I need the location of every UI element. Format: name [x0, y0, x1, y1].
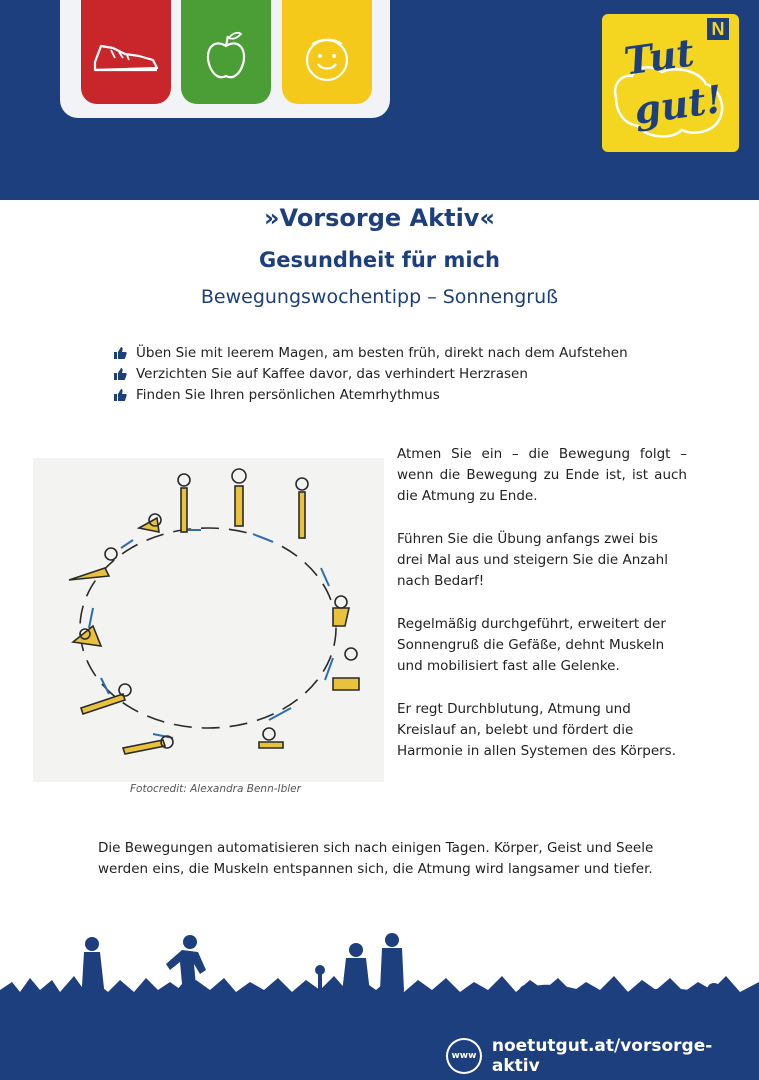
- tips-list: [113, 342, 628, 405]
- photo-credit: Fotocredit: Alexandra Benn-Ibler: [130, 783, 301, 795]
- page-subtitle: Gesundheit für mich: [259, 248, 500, 272]
- website-url[interactable]: noetutgut.at/vorsorge-aktiv: [491, 1036, 713, 1076]
- tile-mind: [282, 0, 372, 104]
- tile-movement: [81, 0, 171, 104]
- sun-salutation-figures: [33, 458, 384, 782]
- paragraph: Regelmäßig durchgeführt, erweitert der Sonnengruß die Gefäße, dehnt Muskeln und mobilisiert fast alle Gelenke.: [397, 616, 666, 674]
- paragraph: Führen Sie die Übung anfangs zwei bis drei Mal aus und steigern Sie die Anzahl nach Bedarf!: [397, 531, 668, 589]
- smiley-icon: [282, 0, 372, 104]
- footer-link[interactable]: [446, 1036, 759, 1076]
- logo-text-line2: gut!: [631, 76, 726, 133]
- paragraph: Atmen Sie ein – die Bewegung folgt – wenn die Bewegung zu Ende ist, ist auch die Atmung zu Ende.: [397, 446, 687, 504]
- tip-text: Verzichten Sie auf Kaffee davor, das verhindert Herzrasen: [136, 365, 528, 382]
- thumbs-up-icon: [113, 367, 127, 381]
- closing-paragraph: Die Bewegungen automatisieren sich nach einigen Tagen. Körper, Geist und Seele werden eins, die Muskeln entspannen sich, die Atmung wird langsamer und tiefer.: [98, 840, 654, 877]
- explanation-column: [397, 444, 687, 784]
- tip-text: Üben Sie mit leerem Magen, am besten früh, direkt nach dem Aufstehen: [136, 344, 628, 361]
- apple-icon: [181, 0, 271, 104]
- list-item: [113, 342, 628, 363]
- list-item: [113, 384, 628, 405]
- logo-text-line1: Tut: [621, 29, 697, 84]
- paragraph: Er regt Durchblutung, Atmung und Kreislauf an, belebt und fördert die Harmonie in allen Systemen des Körpers.: [397, 701, 677, 759]
- thumbs-up-icon: [113, 388, 127, 402]
- tile-nutrition: [181, 0, 271, 104]
- logo-badge: N: [707, 18, 729, 40]
- list-item: [113, 363, 628, 384]
- page-title: »Vorsorge Aktiv«: [264, 204, 495, 232]
- tut-gut-logo: [602, 14, 739, 152]
- www-icon: www: [446, 1038, 482, 1074]
- tip-text: Finden Sie Ihren persönlichen Atemrhythmus: [136, 386, 440, 403]
- thumbs-up-icon: [113, 346, 127, 360]
- weekly-tip-title: Bewegungswochentipp – Sonnengruß: [200, 286, 559, 308]
- sneaker-icon: [81, 0, 171, 104]
- sun-salutation-drawing: [33, 458, 384, 782]
